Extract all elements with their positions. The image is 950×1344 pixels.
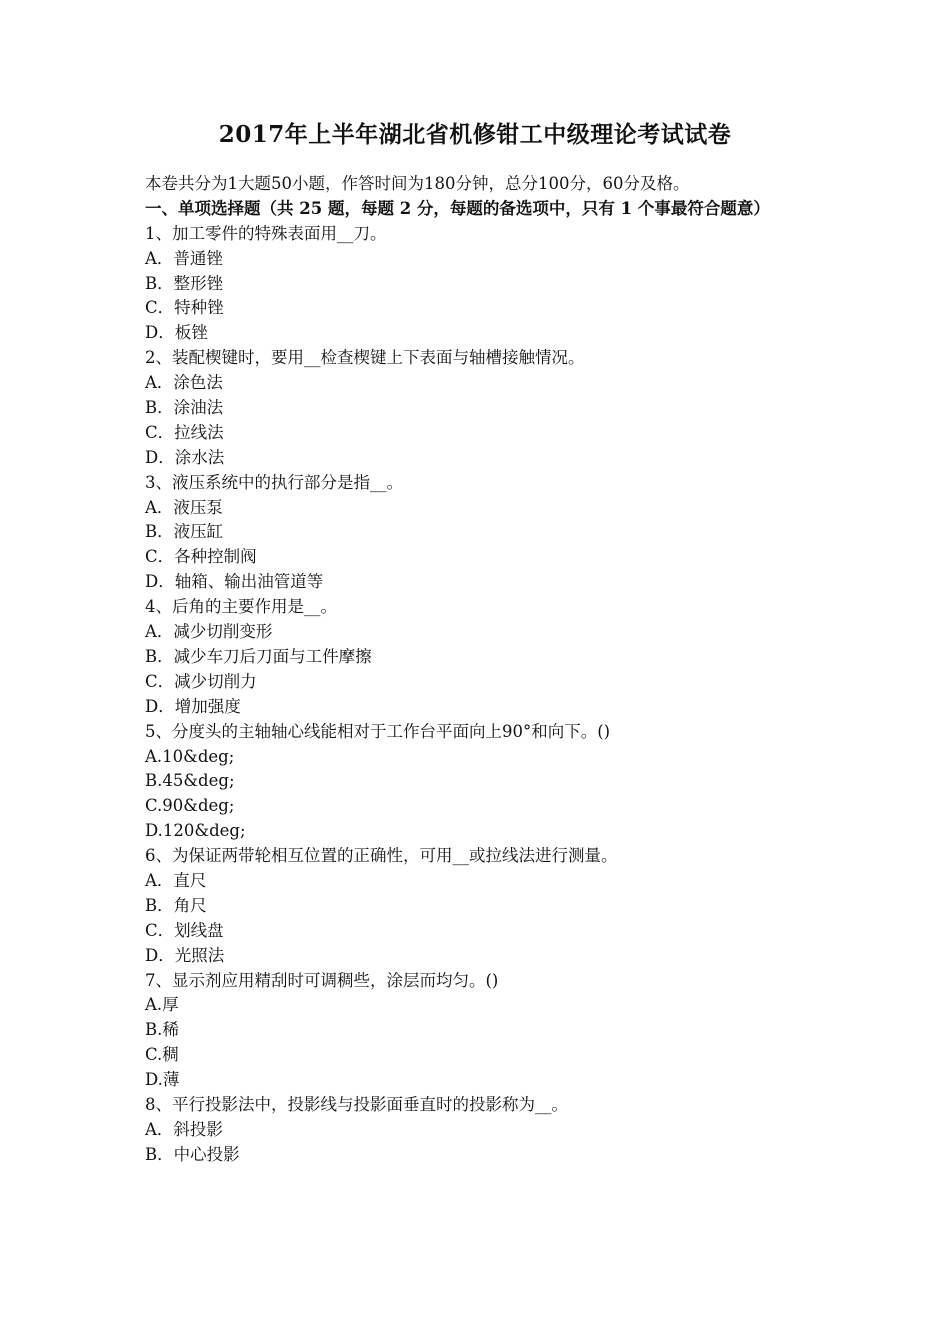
question-option: A.厚	[145, 995, 179, 1015]
question-8	[145, 1093, 815, 1168]
question-option: B.稀	[145, 1020, 179, 1040]
question-stem: 7、显示剂应用精刮时可调稠些，涂层而均匀。()	[145, 970, 499, 990]
question-2	[145, 346, 815, 470]
question-option: B.45&deg;	[145, 771, 235, 791]
question-option: C．各种控制阀	[145, 547, 257, 567]
question-stem: 4、后角的主要作用是__。	[145, 597, 337, 617]
question-option: A．普通锉	[145, 248, 223, 268]
question-option: D．增加强度	[145, 696, 241, 716]
question-option: D．板锉	[145, 323, 208, 343]
page-title: 2017年上半年湖北省机修钳工中级理论考试试卷	[218, 121, 732, 148]
exam-intro: 本卷共分为1大题50小题，作答时间为180分钟，总分100分，60分及格。	[145, 174, 690, 193]
question-option: B．液压缸	[145, 522, 224, 542]
question-option: D．涂水法	[145, 447, 225, 467]
question-option: C.90&deg;	[145, 796, 235, 816]
question-option: A.10&deg;	[145, 746, 235, 766]
question-5	[145, 720, 815, 844]
question-option: B．整形锉	[145, 273, 224, 293]
question-6	[145, 844, 815, 968]
question-option: C．减少切削力	[145, 671, 257, 691]
question-option: C．拉线法	[145, 422, 224, 442]
question-option: D.薄	[145, 1070, 180, 1090]
question-option: A．直尺	[145, 870, 207, 890]
question-option: C.稠	[145, 1045, 179, 1065]
question-stem: 3、液压系统中的执行部分是指__。	[145, 472, 403, 492]
section-heading: 一、单项选择题（共 25 题，每题 2 分，每题的备选项中，只有 1 个事最符合题意）	[145, 198, 770, 218]
question-option: B．涂油法	[145, 398, 224, 418]
question-option: C．特种锉	[145, 298, 224, 318]
exam-content	[145, 172, 815, 1168]
question-stem: 6、为保证两带轮相互位置的正确性，可用__或拉线法进行测量。	[145, 846, 618, 866]
question-option: B．角尺	[145, 895, 207, 915]
question-option: A．减少切削变形	[145, 622, 273, 642]
question-option: D.120&deg;	[145, 821, 246, 841]
question-3	[145, 471, 815, 595]
question-option: B．中心投影	[145, 1144, 240, 1164]
question-option: A．斜投影	[145, 1119, 223, 1139]
question-option: B．减少车刀后刀面与工件摩擦	[145, 646, 372, 666]
question-stem: 5、分度头的主轴轴心线能相对于工作台平面向上90°和向下。()	[145, 721, 611, 741]
question-option: A．涂色法	[145, 373, 223, 393]
question-7	[145, 969, 815, 1093]
question-option: D．轴箱、输出油管道等	[145, 572, 324, 592]
question-option: C．划线盘	[145, 920, 224, 940]
question-1	[145, 222, 815, 346]
question-stem: 1、加工零件的特殊表面用__刀。	[145, 223, 387, 243]
question-option: D．光照法	[145, 945, 225, 965]
question-stem: 2、装配楔键时，要用__检查楔键上下表面与轴槽接触情况。	[145, 348, 585, 368]
question-stem: 8、平行投影法中，投影线与投影面垂直时的投影称为__。	[145, 1094, 568, 1114]
question-option: A．液压泵	[145, 497, 223, 517]
question-4	[145, 595, 815, 719]
